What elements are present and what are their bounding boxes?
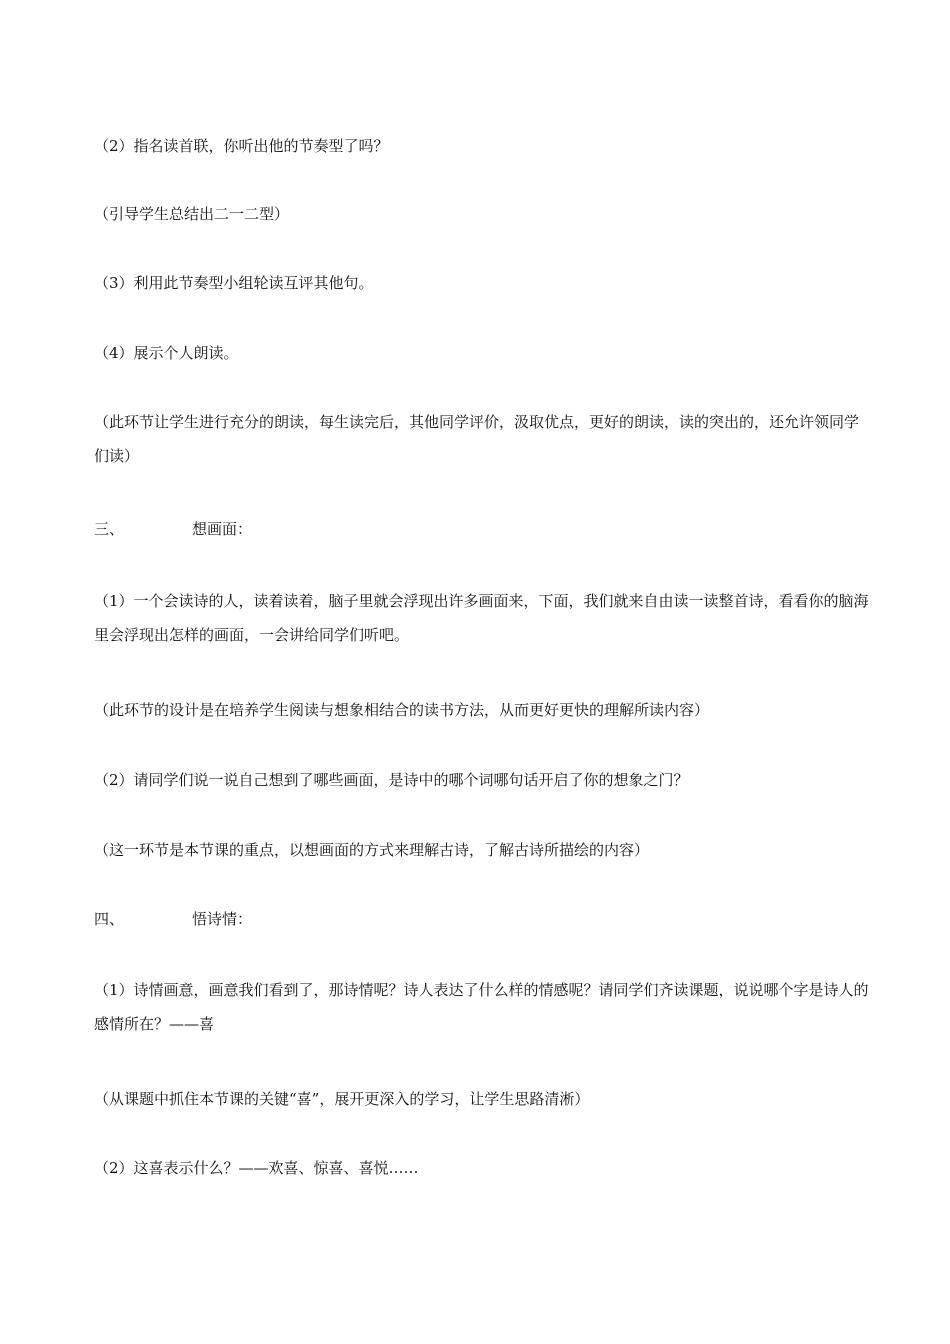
- section-number: 四、: [94, 910, 125, 928]
- paragraph-step-1-emotion: （1）诗情画意，画意我们看到了，那诗情呢？诗人表达了什么样的情感呢？请同学们齐读课题，说说哪个字是诗人的感情所在？——喜: [94, 981, 869, 1033]
- paragraph-key-point-note: （这一环节是本节课的重点，以想画面的方式来理解古诗，了解古诗所描绘的内容）: [94, 841, 650, 859]
- paragraph-reading-note: （此环节让学生进行充分的朗读，每生读完后，其他同学评价，汲取优点，更好的朗读，读的突出的，还允许领同学们读）: [94, 413, 860, 465]
- paragraph-step-2-meaning-of-joy: （2）这喜表示什么？——欢喜、惊喜、喜悦……: [94, 1159, 419, 1177]
- paragraph-step-2-read-first-couplet: （2）指名读首联，你听出他的节奏型了吗？: [94, 137, 389, 155]
- section-title: 悟诗情：: [192, 910, 253, 928]
- paragraph-imagine-design-note: （此环节的设计是在培养学生阅读与想象相结合的读书方法，从而更好更快的理解所读内容）: [94, 701, 710, 719]
- section-heading-imagine-scenes: [94, 512, 252, 546]
- paragraph-rhythm-summary: （引导学生总结出二一二型）: [94, 205, 290, 223]
- paragraph-step-3-group-reading: （3）利用此节奏型小组轮读互评其他句。: [94, 274, 374, 292]
- paragraph-key-word-note: （从课题中抓住本节课的关键“喜”，展开更深入的学习，让学生思路清淅）: [94, 1090, 590, 1108]
- section-number: 三、: [94, 520, 125, 538]
- paragraph-step-2-share-scenes: （2）请同学们说一说自己想到了哪些画面，是诗中的哪个词哪句话开启了你的想象之门？: [94, 771, 689, 789]
- paragraph-step-1-imagine: （1）一个会读诗的人，读着读着，脑子里就会浮现出许多画面来，下面，我们就来自由读一读整首诗，看看你的脑海里会浮现出怎样的画面，一会讲给同学们听吧。: [94, 592, 869, 644]
- section-title: 想画面：: [192, 520, 253, 538]
- paragraph-step-4-individual-reading: （4）展示个人朗读。: [94, 344, 239, 362]
- section-heading-understand-emotion: [94, 902, 252, 936]
